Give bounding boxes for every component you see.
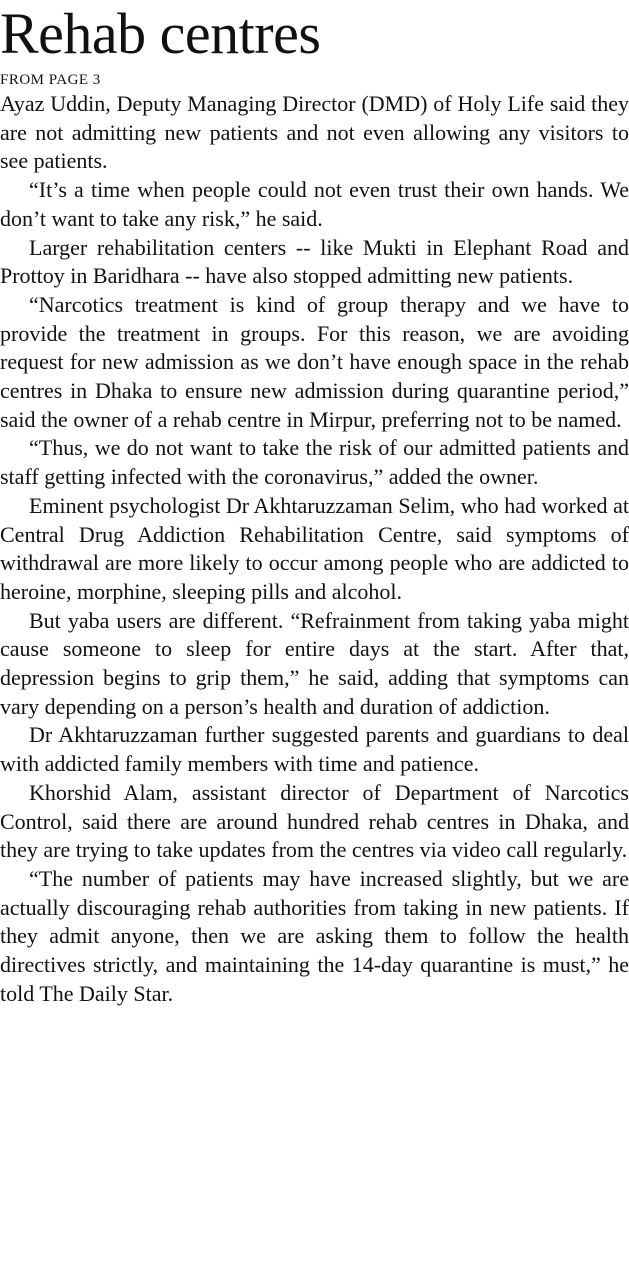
article-paragraph: Larger rehabilitation centers -- like Mukti in Elephant Road and Prottoy in Baridhara -- have also stopped admitting new patients. bbox=[0, 234, 629, 289]
article-paragraph: Khorshid Alam, assistant director of Department of Narcotics Control, said there are around hundred rehab centres in Dhaka, and they are trying to take updates from the centres via video call regularly. bbox=[0, 779, 629, 863]
article-body bbox=[0, 90, 629, 1009]
article-paragraph: “The number of patients may have increased slightly, but we are actually discouraging rehab authorities from taking in new patients. If they admit anyone, then we are asking them to follow the health directives strictly, and maintaining the 14-day quarantine is must,” he told The Daily Star. bbox=[0, 865, 629, 1006]
article-paragraph: But yaba users are different. “Refrainment from taking yaba might cause someone to sleep for entire days at the start. After that, depression begins to grip them,” he said, adding that symptoms can vary depending on a person’s health and duration of addiction. bbox=[0, 607, 629, 719]
article-paragraph: “It’s a time when people could not even trust their own hands. We don’t want to take any risk,” he said. bbox=[0, 177, 629, 231]
article-headline: Rehab centres bbox=[0, 1, 321, 66]
continued-from-label: FROM PAGE 3 bbox=[0, 72, 101, 88]
article-paragraph: “Narcotics treatment is kind of group therapy and we have to provide the treatment in groups. For this reason, we are avoiding request for new admission as we don’t have enough space in the rehab centres in Dhaka to ensure new admission during quarantine period,” said the owner of a rehab centre in Mirpur, preferring not to be named. bbox=[0, 291, 629, 432]
article-paragraph: “Thus, we do not want to take the risk of our admitted patients and staff getting infected with the coronavirus,” added the owner. bbox=[0, 435, 629, 490]
article-paragraph: Dr Akhtaruzzaman further suggested parents and guardians to deal with addicted family members with time and patience. bbox=[0, 722, 629, 777]
article-paragraph: Eminent psychologist Dr Akhtaruzzaman Selim, who had worked at Central Drug Addiction Rehabilitation Centre, said symptoms of withdrawal are more likely to occur among people who are addicted to heroine, morphine, sleeping pills and alcohol. bbox=[0, 492, 629, 604]
article-paragraph: Ayaz Uddin, Deputy Managing Director (DMD) of Holy Life said they are not admitting new patients and not even allowing any visitors to see patients. bbox=[0, 91, 629, 174]
